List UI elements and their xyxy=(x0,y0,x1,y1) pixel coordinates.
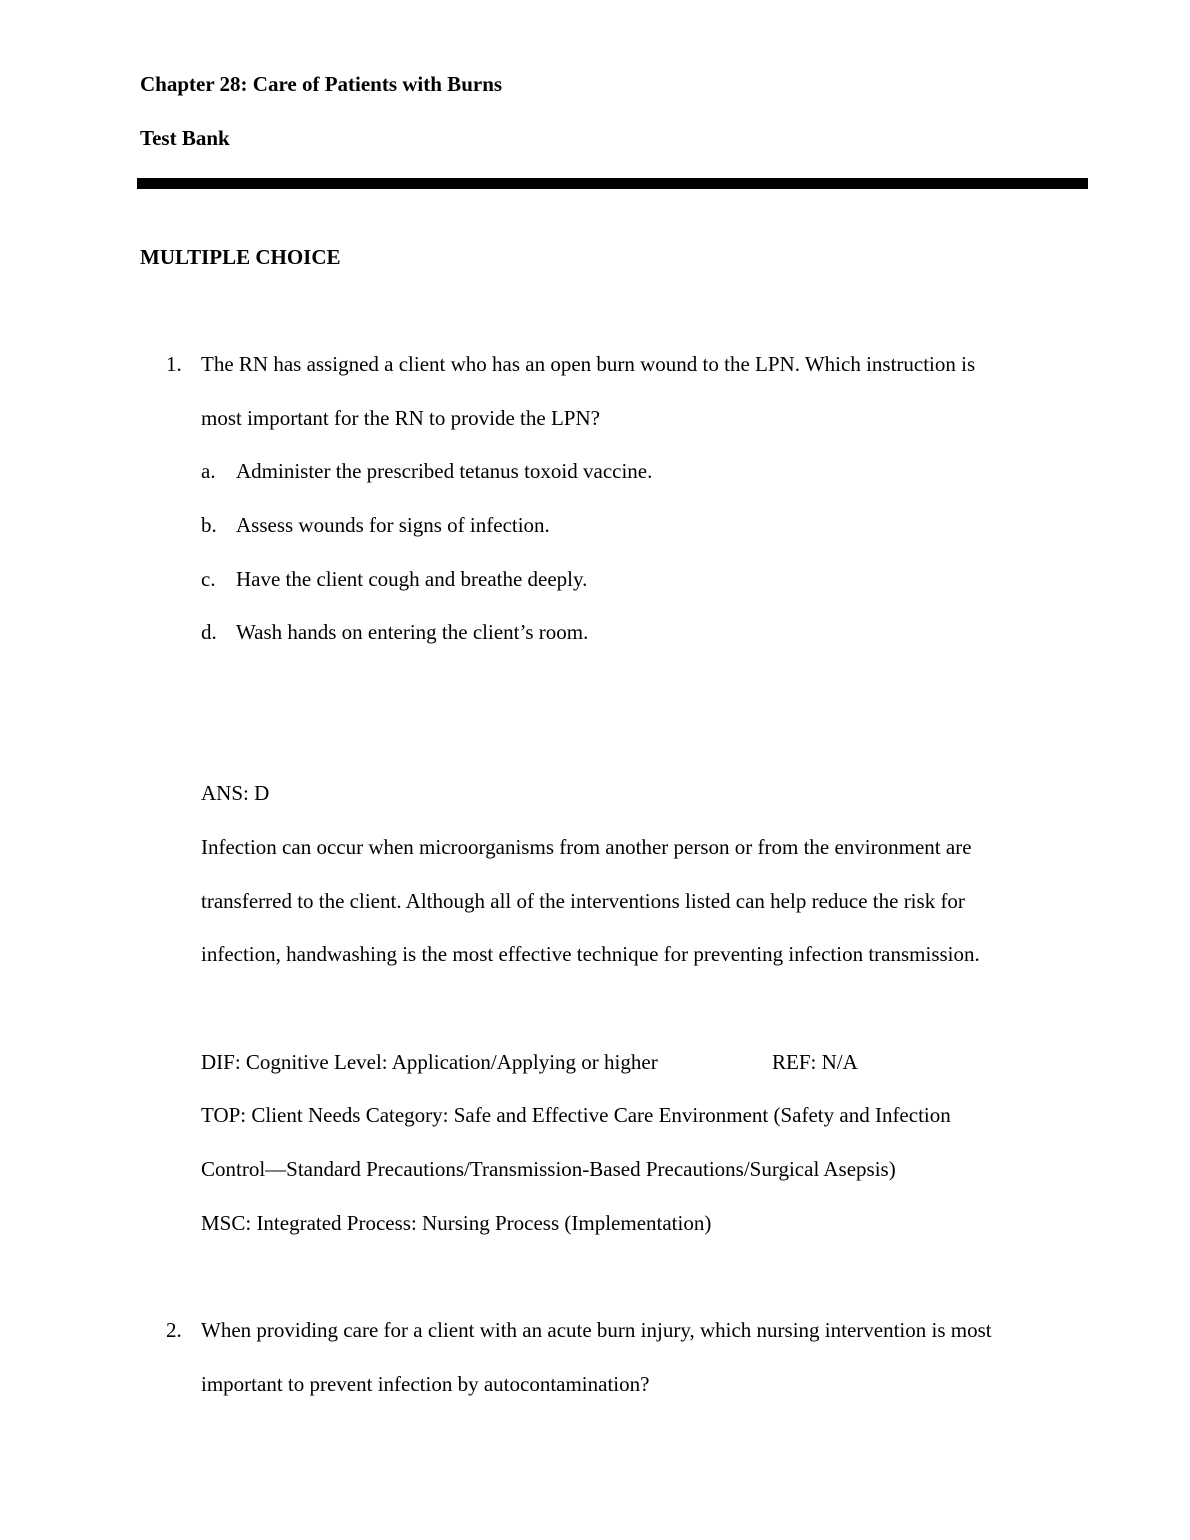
rationale-line: Infection can occur when microorganisms from another person or from the environment are xyxy=(201,835,972,859)
option-text: Administer the prescribed tetanus toxoid vaccine. xyxy=(236,459,653,483)
question-stem-line: When providing care for a client with an acute burn injury, which nursing intervention is most xyxy=(201,1318,992,1342)
reference-meta: REF: N/A xyxy=(772,1050,858,1074)
question-stem-line: most important for the RN to provide the LPN? xyxy=(201,406,600,430)
option-letter: b. xyxy=(201,513,217,537)
question-stem-line: The RN has assigned a client who has an open burn wound to the LPN. Which instruction is xyxy=(201,352,976,376)
question-number: 1. xyxy=(166,352,182,376)
option-text: Have the client cough and breathe deeply. xyxy=(236,567,588,591)
answer-key: ANS: D xyxy=(201,781,270,805)
section-title: MULTIPLE CHOICE xyxy=(140,245,341,269)
msc-meta: MSC: Integrated Process: Nursing Process (Implementation) xyxy=(201,1211,712,1235)
question-number: 2. xyxy=(166,1318,182,1342)
option-letter: c. xyxy=(201,567,216,591)
question-stem-line: important to prevent infection by autocontamination? xyxy=(201,1372,650,1396)
topic-meta-line: Control—Standard Precautions/Transmission-Based Precautions/Surgical Asepsis) xyxy=(201,1157,896,1181)
option-text: Assess wounds for signs of infection. xyxy=(236,513,550,537)
rationale-line: transferred to the client. Although all of the interventions listed can help reduce the risk for xyxy=(201,889,965,913)
header-divider xyxy=(137,178,1088,189)
option-text: Wash hands on entering the client’s room. xyxy=(236,620,589,644)
test-bank-subtitle: Test Bank xyxy=(140,126,230,150)
option-letter: d. xyxy=(201,620,217,644)
option-letter: a. xyxy=(201,459,216,483)
chapter-title: Chapter 28: Care of Patients with Burns xyxy=(140,72,503,96)
topic-meta-line: TOP: Client Needs Category: Safe and Effective Care Environment (Safety and Infection xyxy=(201,1103,951,1127)
rationale-line: infection, handwashing is the most effective technique for preventing infection transmission. xyxy=(201,942,980,966)
difficulty-meta: DIF: Cognitive Level: Application/Applying or higher xyxy=(201,1050,658,1074)
